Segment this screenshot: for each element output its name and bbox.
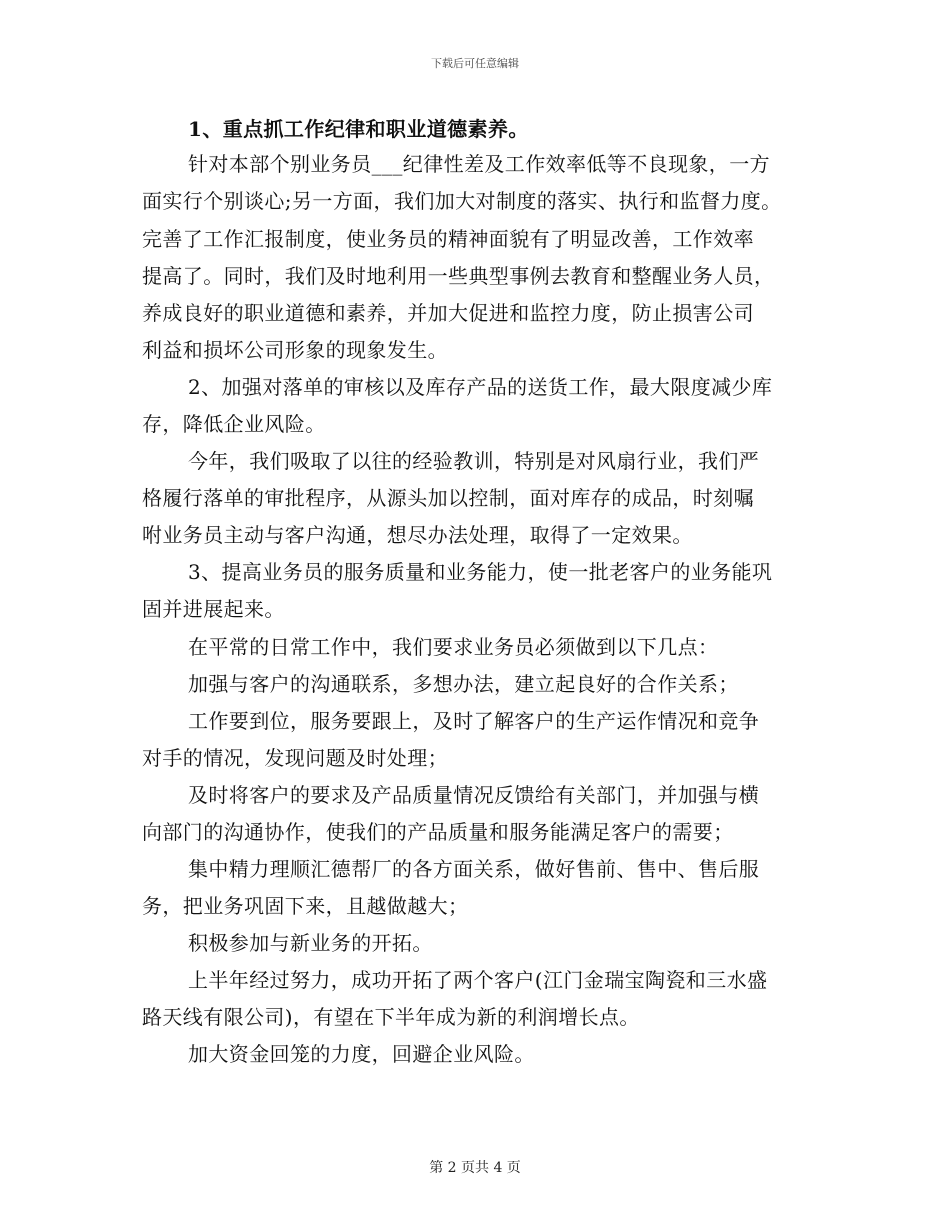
list-item-cont: 向部门的沟通协作，使我们的产品质量和服务能满足客户的需要； xyxy=(142,820,734,844)
paragraph-line: 加大资金回笼的力度，回避企业风险。 xyxy=(188,1042,535,1066)
paragraph-line: 面实行个别谈心;另一方面，我们加大对制度的落实、执行和监督力度。 xyxy=(142,189,782,213)
paragraph-line: 利益和损坏公司形象的现象发生。 xyxy=(142,338,448,362)
heading-2: 2、加强对落单的审核以及库存产品的送货工作，最大限度减少库 xyxy=(188,375,773,399)
list-item: 及时将客户的要求及产品质量情况反馈给有关部门，并加强与横 xyxy=(188,783,760,807)
paragraph-line: 固并进展起来。 xyxy=(142,597,285,621)
paragraph-line: 提高了。同时，我们及时地利用一些典型事例去教育和整醒业务人员， xyxy=(142,264,775,288)
list-item: 加强与客户的沟通联系，多想办法，建立起良好的合作关系； xyxy=(188,672,739,696)
list-item: 工作要到位，服务要跟上，及时了解客户的生产运作情况和竞争 xyxy=(188,709,760,733)
list-item: 集中精力理顺汇德帮厂的各方面关系，做好售前、售中、售后服 xyxy=(188,857,760,881)
heading-1: 1、重点抓工作纪律和职业道德素养。 xyxy=(188,117,529,141)
list-item: 积极参加与新业务的开拓。 xyxy=(188,931,433,955)
page-footer: 第 2 页共 4 页 xyxy=(429,1160,521,1176)
paragraph-line: 存，降低企业风险。 xyxy=(142,412,326,436)
paragraph-line: 咐业务员主动与客户沟通，想尽办法处理，取得了一定效果。 xyxy=(142,523,693,547)
paragraph-line: 格履行落单的审批程序，从源头加以控制，面对库存的成品，时刻嘱 xyxy=(142,486,754,510)
paragraph-line: 完善了工作汇报制度，使业务员的精神面貌有了明显改善，工作效率 xyxy=(142,227,754,251)
paragraph-line: 养成良好的职业道德和素养，并加大促进和监控力度，防止损害公司 xyxy=(142,301,754,325)
list-item-cont: 对手的情况，发现问题及时处理； xyxy=(142,746,448,770)
list-item-cont: 务，把业务巩固下来，且越做越大； xyxy=(142,894,469,918)
paragraph-line: 针对本部个别业务员___纪律性差及工作效率低等不良现象，一方 xyxy=(188,152,770,176)
paragraph-line: 在平常的日常工作中，我们要求业务员必须做到以下几点： xyxy=(188,635,719,659)
paragraph-line: 今年，我们吸取了以往的经验教训，特别是对风扇行业，我们严 xyxy=(188,449,760,473)
paragraph-line: 路天线有限公司)，有望在下半年成为新的利润增长点。 xyxy=(142,1005,640,1029)
heading-3: 3、提高业务员的服务质量和业务能力，使一批老客户的业务能巩 xyxy=(188,560,773,584)
paragraph-line: 上半年经过努力，成功开拓了两个客户(江门金瑞宝陶瓷和三水盛 xyxy=(188,968,768,992)
page-header: 下载后可任意编辑 xyxy=(431,57,519,70)
